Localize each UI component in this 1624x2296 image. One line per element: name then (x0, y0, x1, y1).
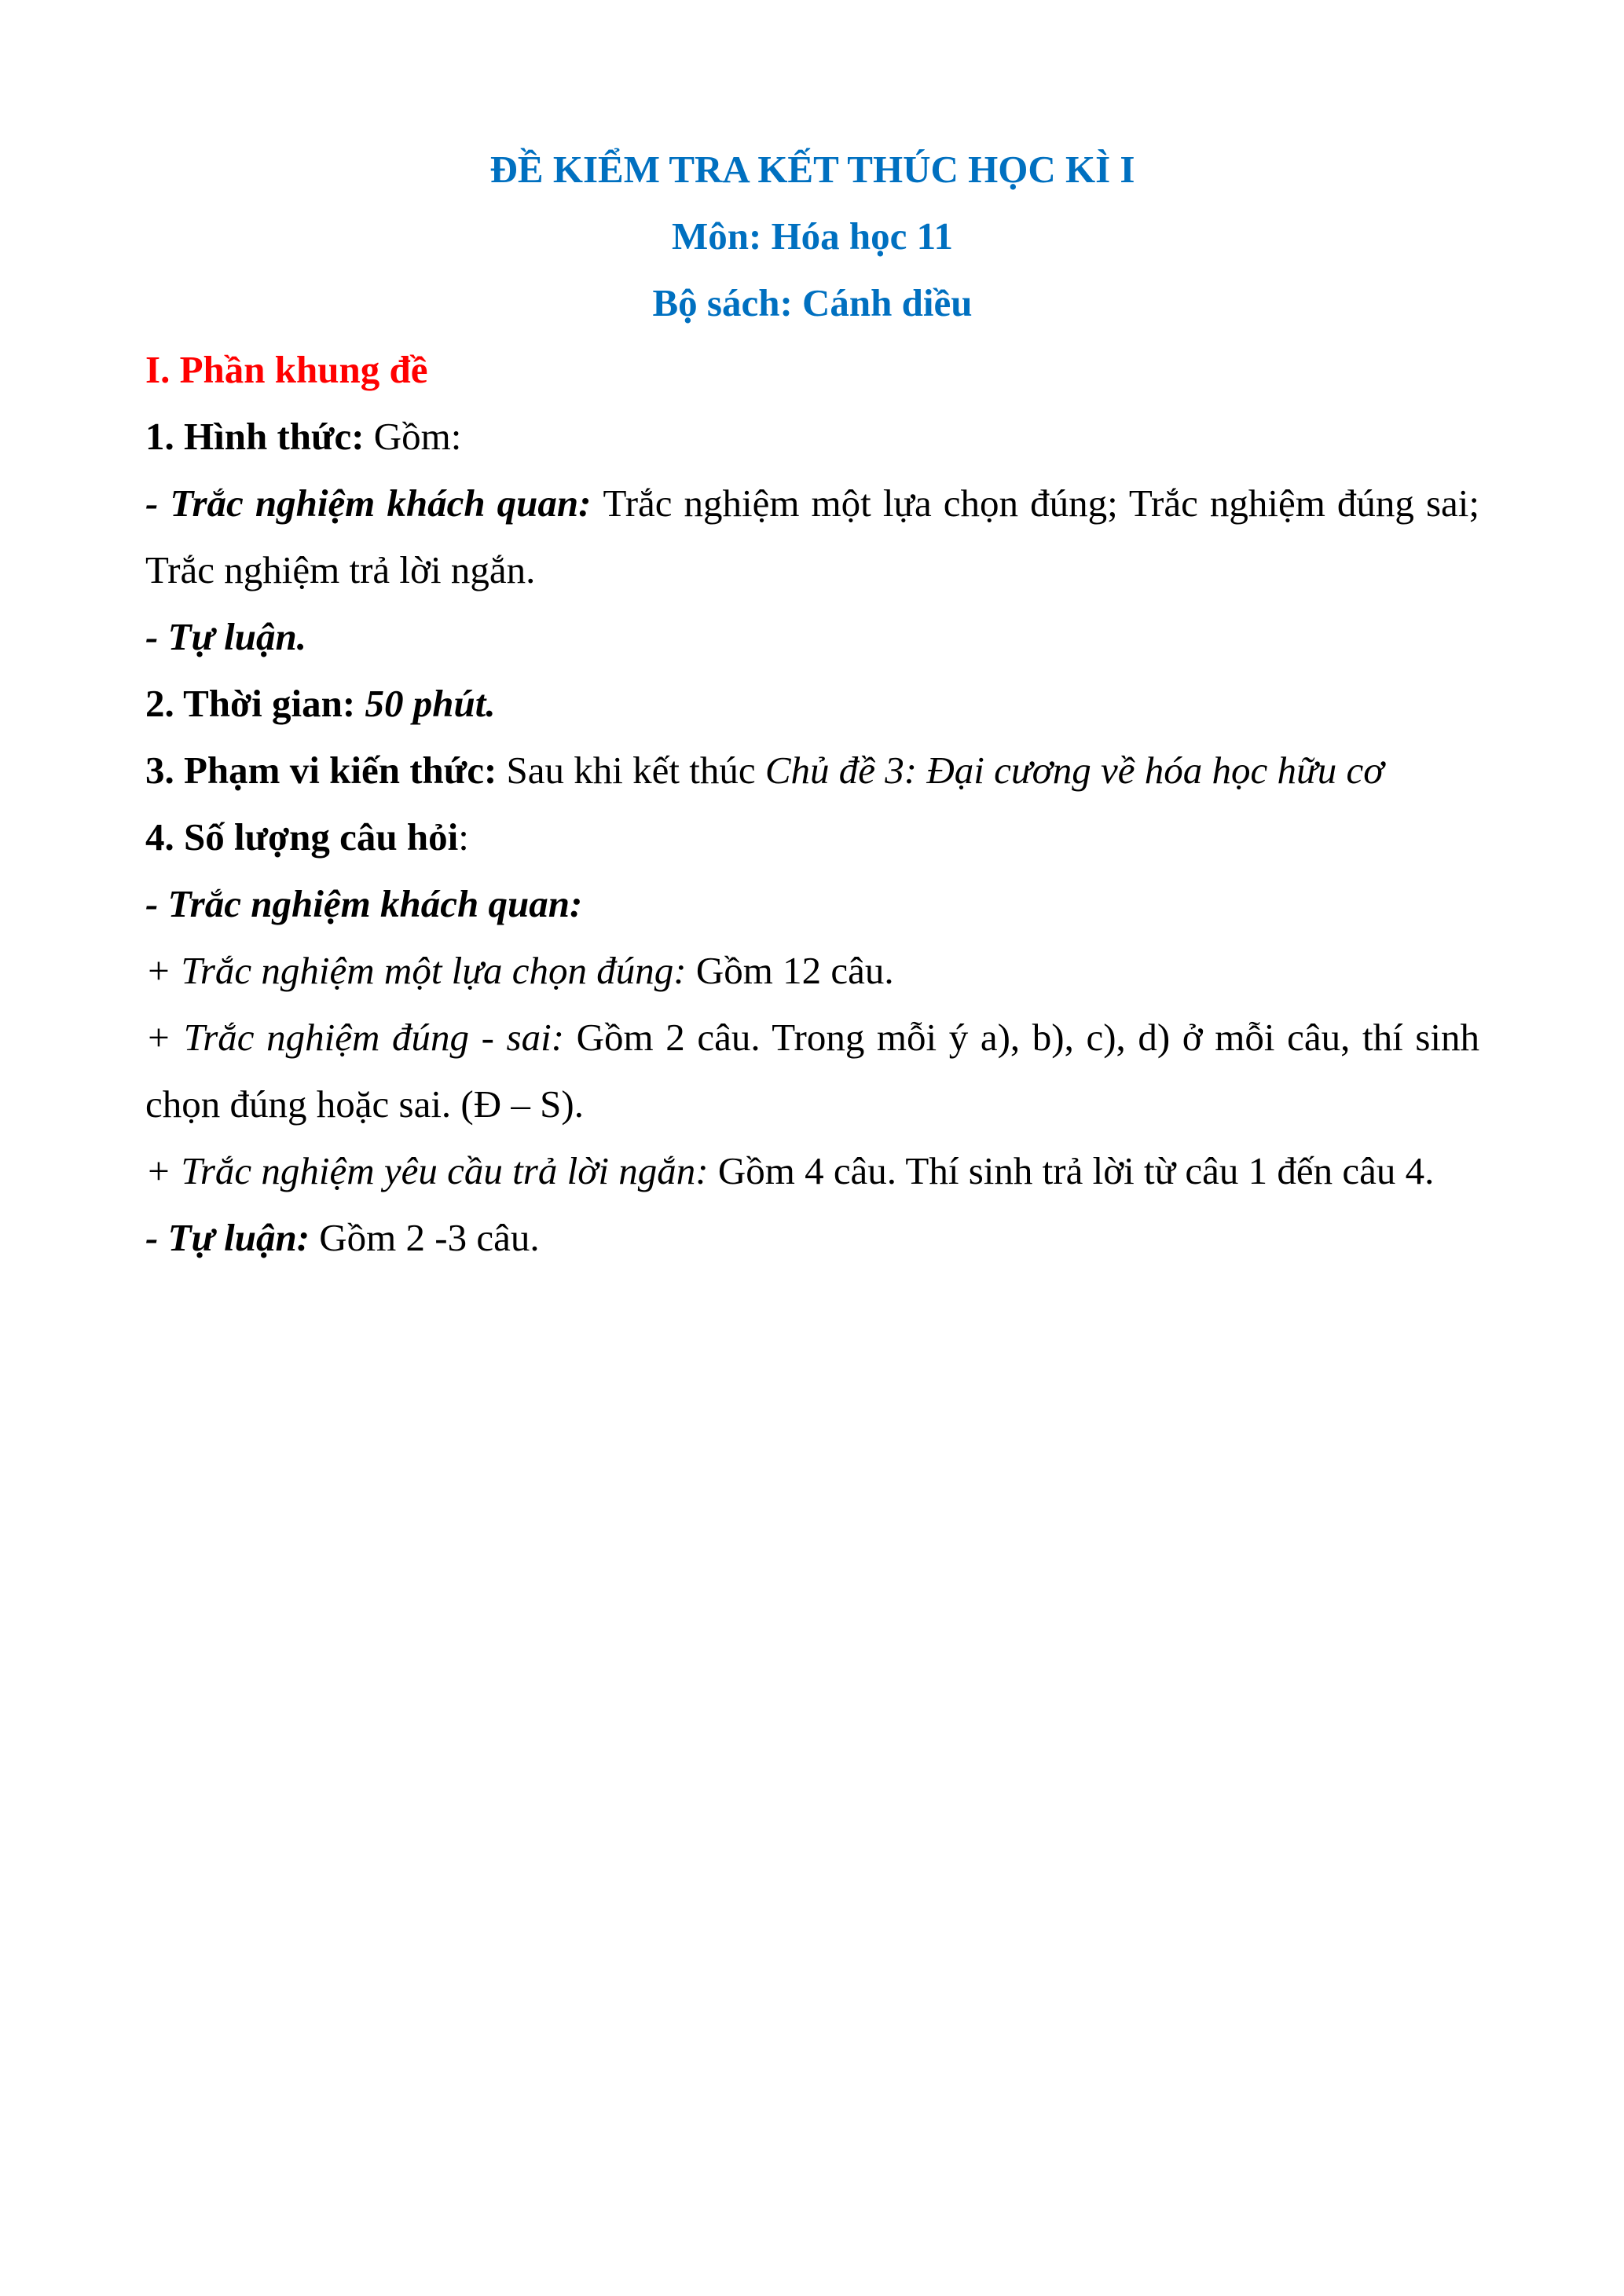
paragraph-mcq-group-lead: - Trắc nghiệm khách quan: (145, 882, 583, 925)
paragraph-single-choice (145, 937, 1479, 1004)
paragraph-true-false-rest: Gồm 2 câu. Trong mỗi ý a), b), c), d) ở mỗi câu, thí sinh chọn đúng hoặc sai. (Đ – S). (145, 1016, 1479, 1126)
paragraph-scope-mid: Sau khi kết thúc (506, 749, 765, 792)
paragraph-single-choice-rest: Gồm 12 câu. (695, 949, 894, 992)
paragraph-format (145, 403, 1479, 470)
paragraph-scope-topic: Chủ đề 3: Đại cương về hóa học hữu cơ (764, 749, 1384, 792)
paragraph-time-label: 2. Thời gian: (145, 682, 365, 725)
paragraph-mcq-types-lead: - Trắc nghiệm khách quan: (145, 482, 603, 525)
doc-title-text: ĐỀ KIỂM TRA KẾT THÚC HỌC KÌ I (489, 148, 1135, 191)
paragraph-essay-type-lead: - Tự luận. (145, 615, 306, 658)
paragraph-essay-count (145, 1204, 1479, 1271)
section-1-heading (145, 336, 1479, 403)
doc-subject-text: Môn: Hóa học 11 (672, 214, 953, 258)
paragraph-mcq-types-rest: Trắc nghiệm một lựa chọn đúng; Trắc nghiệm đúng sai; Trắc nghiệm trả lời ngắn. (145, 482, 1479, 591)
paragraph-time-value: 50 phút. (365, 682, 496, 725)
paragraph-question-count-label: 4. Số lượng câu hỏi (145, 815, 459, 859)
paragraph-essay-count-lead: - Tự luận: (145, 1216, 320, 1259)
paragraph-question-count-colon: : (458, 815, 469, 859)
paragraph-question-count (145, 804, 1479, 870)
paragraph-scope-label: 3. Phạm vi kiến thức: (145, 749, 507, 792)
paragraph-essay-count-rest: Gồm 2 -3 câu. (319, 1216, 540, 1259)
paragraph-time (145, 670, 1479, 737)
doc-title (145, 136, 1479, 203)
paragraph-essay-type (145, 603, 1479, 670)
doc-book-series (145, 269, 1479, 336)
doc-subject (145, 203, 1479, 269)
paragraph-format-rest: Gồm: (373, 415, 462, 458)
paragraph-mcq-types (145, 470, 1479, 603)
paragraph-scope (145, 737, 1479, 804)
paragraph-short-answer-lead: + Trắc nghiệm yêu cầu trả lời ngắn: (145, 1149, 718, 1192)
paragraph-format-label: 1. Hình thức: (145, 415, 374, 458)
paragraph-single-choice-lead: + Trắc nghiệm một lựa chọn đúng: (145, 949, 696, 992)
paragraph-mcq-group (145, 870, 1479, 937)
paragraph-short-answer-rest: Gồm 4 câu. Thí sinh trả lời từ câu 1 đến câu 4. (717, 1149, 1435, 1192)
doc-book-series-text: Bộ sách: Cánh diều (652, 281, 973, 324)
paragraph-true-false (145, 1004, 1479, 1137)
paragraph-true-false-lead: + Trắc nghiệm đúng - sai: (145, 1016, 577, 1059)
section-1-heading-text: I. Phần khung đề (145, 348, 428, 391)
paragraph-short-answer (145, 1137, 1479, 1204)
